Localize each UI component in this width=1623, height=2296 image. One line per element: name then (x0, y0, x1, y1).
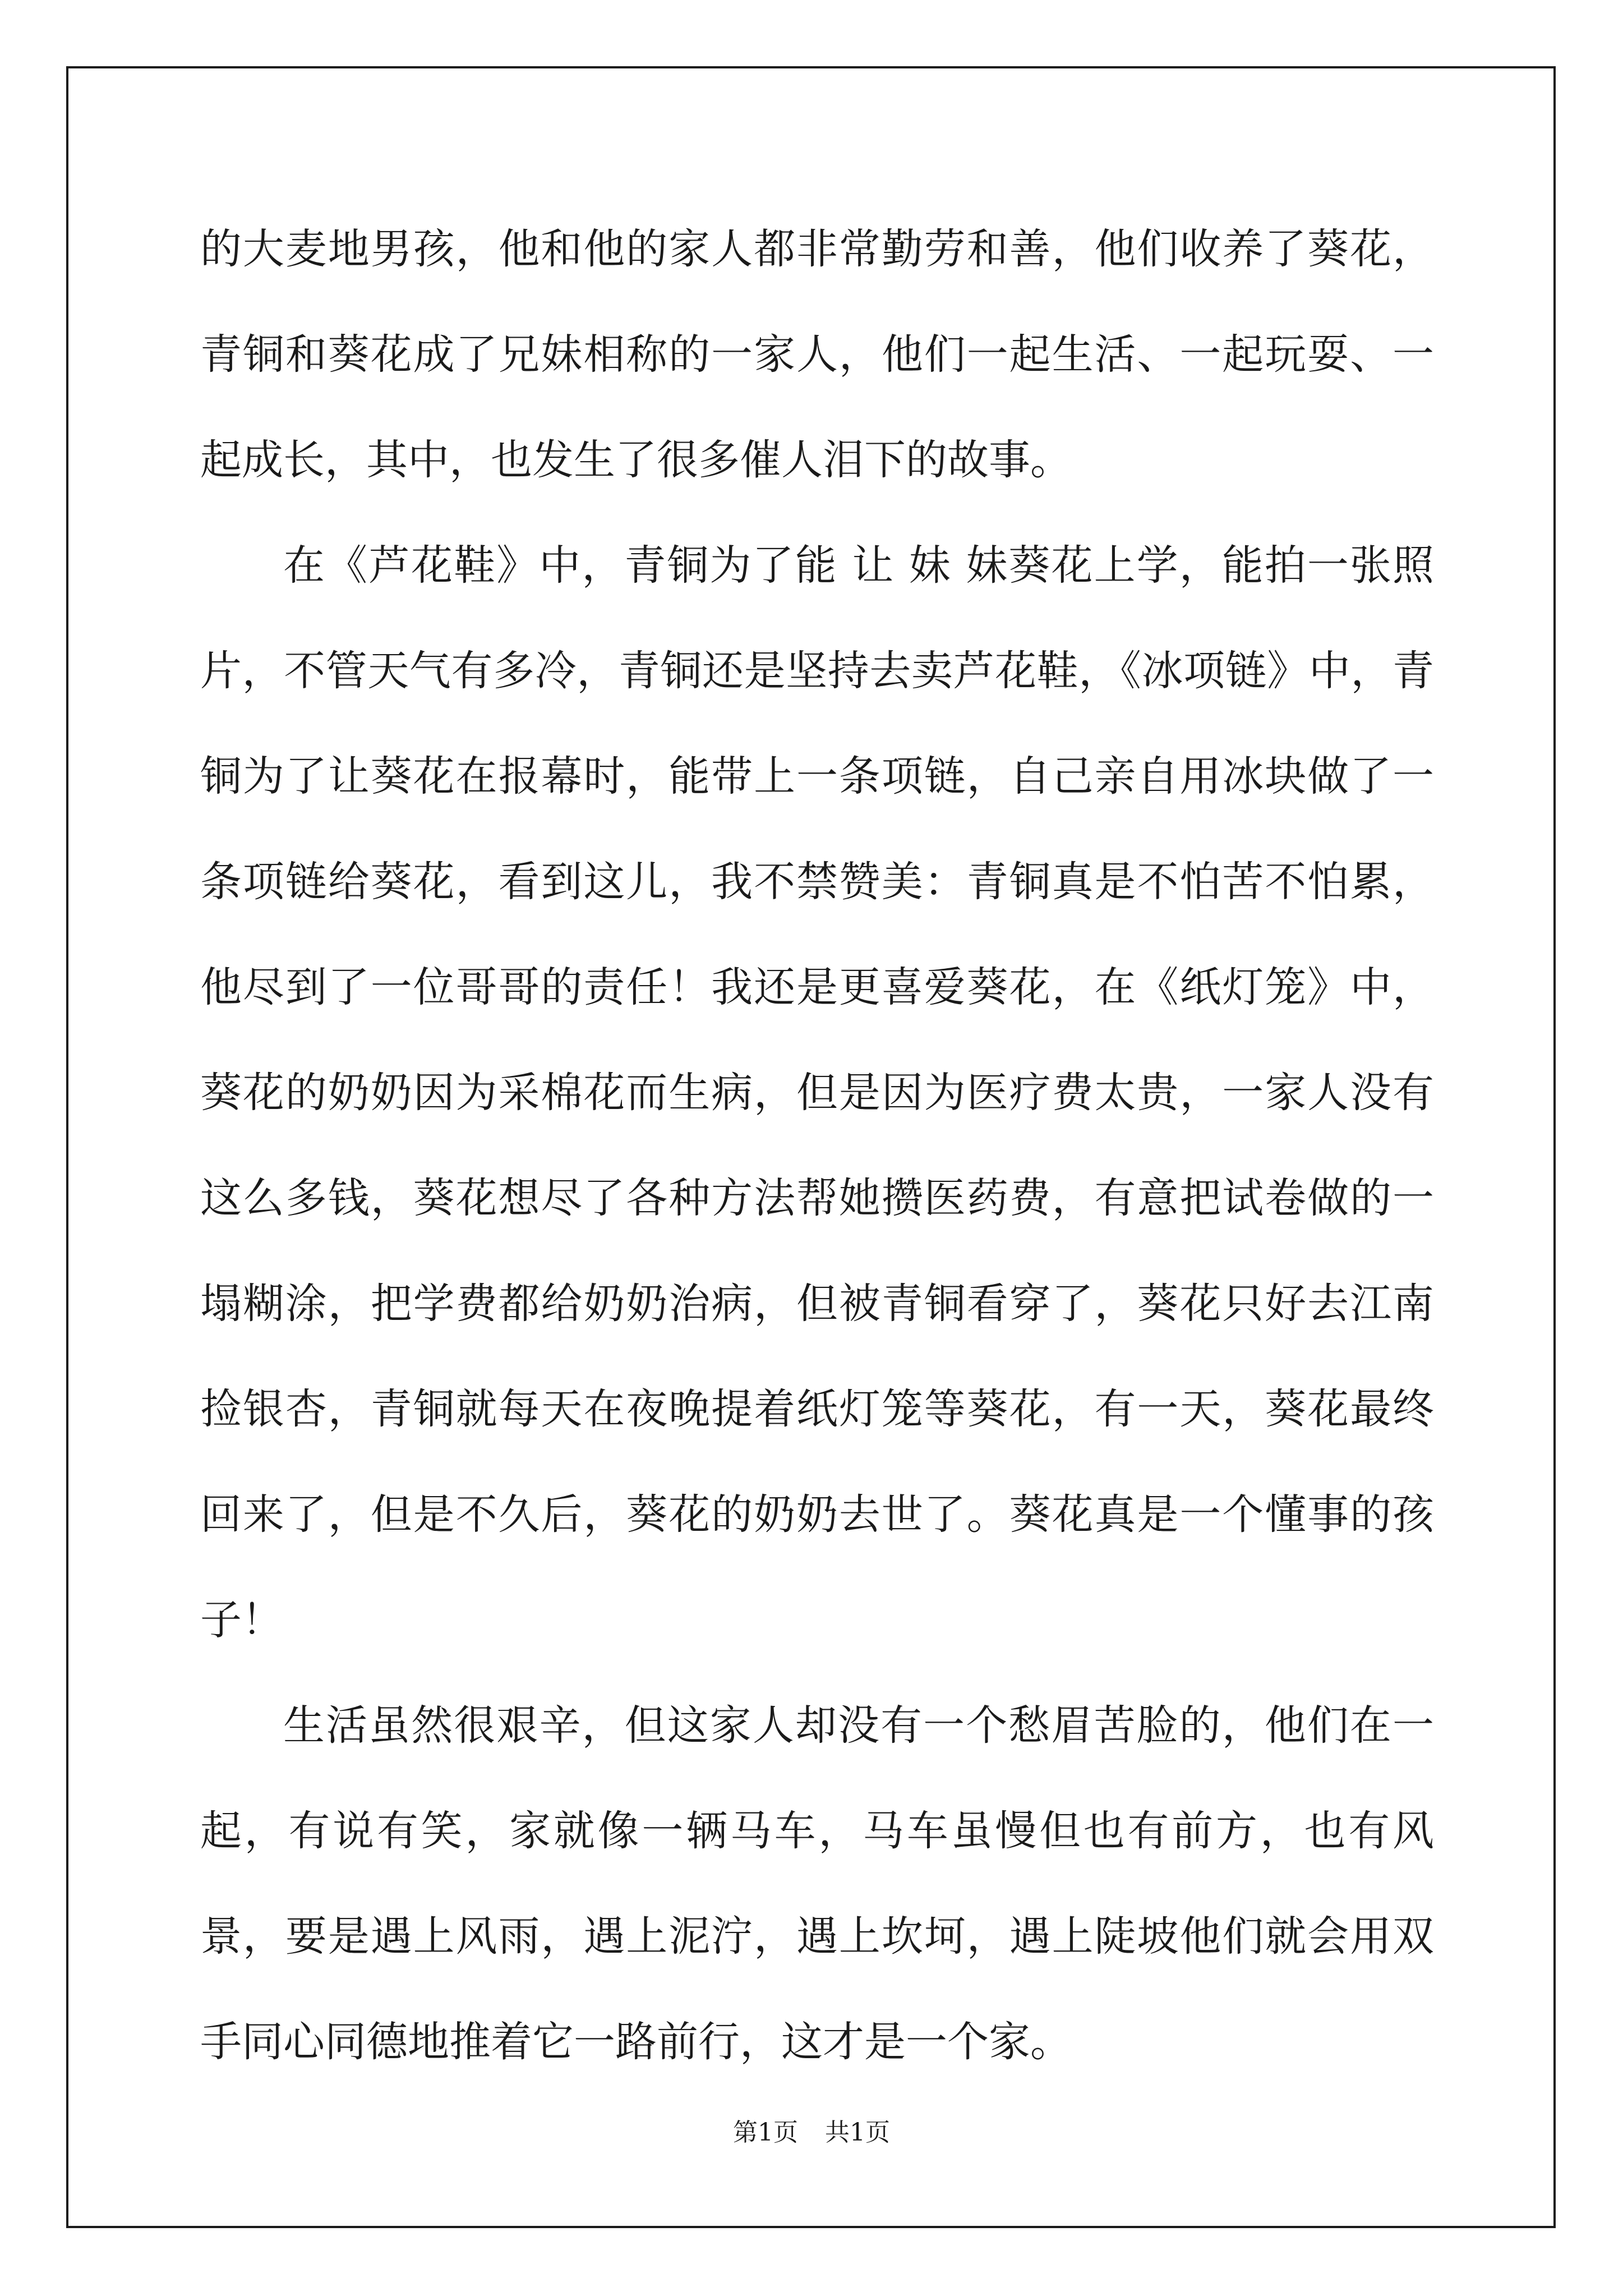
paragraph-conclusion: 生活虽然很艰辛，但这家人却没有一个愁眉苦脸的，他们在一起，有说有笑，家就像一辆马车，马车虽慢但也有前方，也有风景，要是遇上风雨，遇上泥泞，遇上坎坷，遇上陡坡他们就会用双手同心同德地推着它一路前行，这才是一个家。 (200, 1701, 1434, 2066)
page-number: 第1页 (733, 2118, 798, 2147)
page-footer (0, 2112, 1623, 2148)
paragraph-book-chapters: 在《芦花鞋》中，青铜为了能 让 妹 妹葵花上学，能拍一张照片，不管天气有多冷，青铜还是坚持去卖芦花鞋，《冰项链》中，青铜为了让葵花在报幕时，能带上一条项链，自己亲自用冰块做了一条项链给葵花，看到这儿，我不禁赞美：青铜真是不怕苦不怕累，他尽到了一位哥哥的责任！我还是更喜爱葵花，在《纸灯笼》中，葵花的奶奶因为采棉花而生病，但是因为医疗费太贵，一家人没有这么多钱，葵花想尽了各种方法帮她攒医药费，有意把试卷做的一塌糊涂，把学费都给奶奶治病，但被青铜看穿了，葵花只好去江南捡银杏，青铜就每天在夜晚提着纸灯笼等葵花，有一天，葵花最终回来了，但是不久后，葵花的奶奶去世了。葵花真是一个懂事的孩子！ (200, 541, 1434, 1644)
document-body (200, 196, 1434, 2095)
page-total: 共1页 (825, 2118, 890, 2147)
paragraph-continuation: 的大麦地男孩，他和他的家人都非常勤劳和善，他们收养了葵花，青铜和葵花成了兄妹相称的一家人，他们一起生活、一起玩耍、一起成长，其中，也发生了很多催人泪下的故事。 (200, 225, 1434, 484)
